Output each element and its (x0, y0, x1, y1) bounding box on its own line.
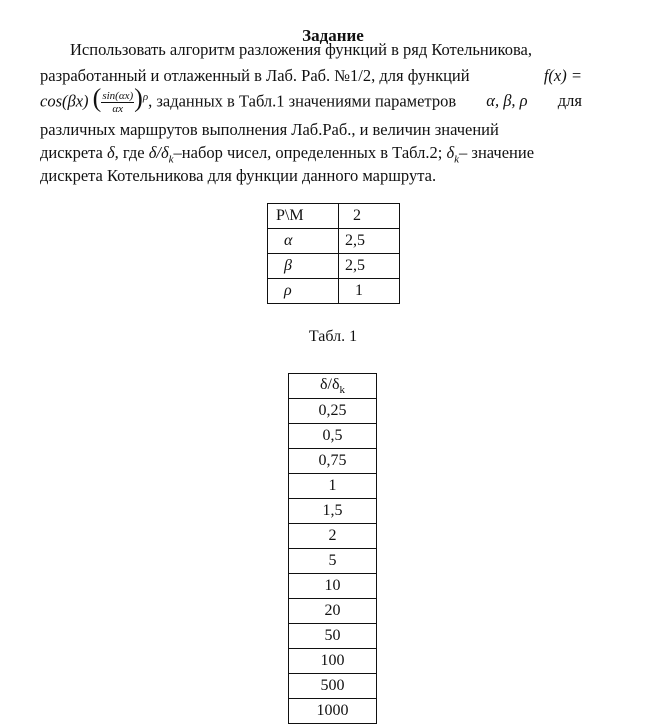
paragraph-line (70, 40, 582, 60)
table-cell: 500 (289, 674, 377, 699)
table-row (289, 474, 377, 499)
table-cell: 2,5 (339, 229, 400, 254)
page-title: Задание (302, 26, 364, 45)
table-row (289, 399, 377, 424)
paragraph-line (40, 83, 582, 115)
table-row (268, 254, 400, 279)
text: Использовать алгоритм разложения функций в ряд Котельникова, (70, 40, 532, 59)
table-row (289, 424, 377, 449)
table-cell: 2,5 (339, 254, 400, 279)
table-row (289, 599, 377, 624)
table-row (289, 549, 377, 574)
table-cell: 1 (339, 279, 400, 304)
table-row (289, 449, 377, 474)
paragraph-line (40, 66, 582, 86)
table-cell: 0,5 (289, 424, 377, 449)
table-cell: α (268, 229, 339, 254)
table-row (289, 574, 377, 599)
table-header-row (268, 204, 400, 229)
paragraph-line (40, 143, 582, 165)
table-cell: 1 (289, 474, 377, 499)
table-row (289, 649, 377, 674)
table-cell: 50 (289, 624, 377, 649)
table-caption: Табл. 1 (308, 328, 358, 345)
table-cell: β (268, 254, 339, 279)
table-row (289, 674, 377, 699)
table-header-row (289, 374, 377, 399)
table-cell: 2 (339, 204, 400, 229)
table-cell: 0,25 (289, 399, 377, 424)
formula: α, β, ρ (486, 91, 528, 111)
text: дискрета δ, где $\delta/\delta_k$–набор чисел, определенных в Табл.2; $\delta_k-$ значение (40, 143, 535, 166)
parameters-table (267, 203, 400, 304)
table-cell: 1,5 (289, 499, 377, 524)
discretization-table (288, 373, 377, 724)
table-row (289, 699, 377, 724)
table-cell: 100 (289, 649, 377, 674)
text: для (557, 91, 582, 111)
table-cell: 0,75 (289, 449, 377, 474)
text: дискрета Котельникова для функции данного маршрута. (40, 166, 437, 185)
table-cell: 20 (289, 599, 377, 624)
table-cell: 1000 (289, 699, 377, 724)
table-cell: $\delta/\delta_k$ (289, 374, 377, 399)
table-cell: Р\М (268, 204, 339, 229)
table-row (289, 624, 377, 649)
table-row (289, 524, 377, 549)
formula: f(x) = (543, 66, 582, 85)
formula: cos(βx) ( $\frac{\sin(\alpha x)}{\alpha x}$ )$^\rho$, заданных в Табл.1 значениями параметров (40, 83, 457, 115)
table-cell: 5 (289, 549, 377, 574)
table-row (268, 279, 400, 304)
table-cell: ρ (268, 279, 339, 304)
table-row (289, 499, 377, 524)
table-row (268, 229, 400, 254)
table-cell: 10 (289, 574, 377, 599)
table-cell: 2 (289, 524, 377, 549)
text: разработанный и отлаженный в Лаб. Раб. №1/2, для функций (40, 66, 470, 85)
text: различных маршрутов выполнения Лаб.Раб., и величин значений (40, 120, 499, 139)
paragraph-line (40, 166, 582, 186)
paragraph-line (40, 120, 582, 140)
